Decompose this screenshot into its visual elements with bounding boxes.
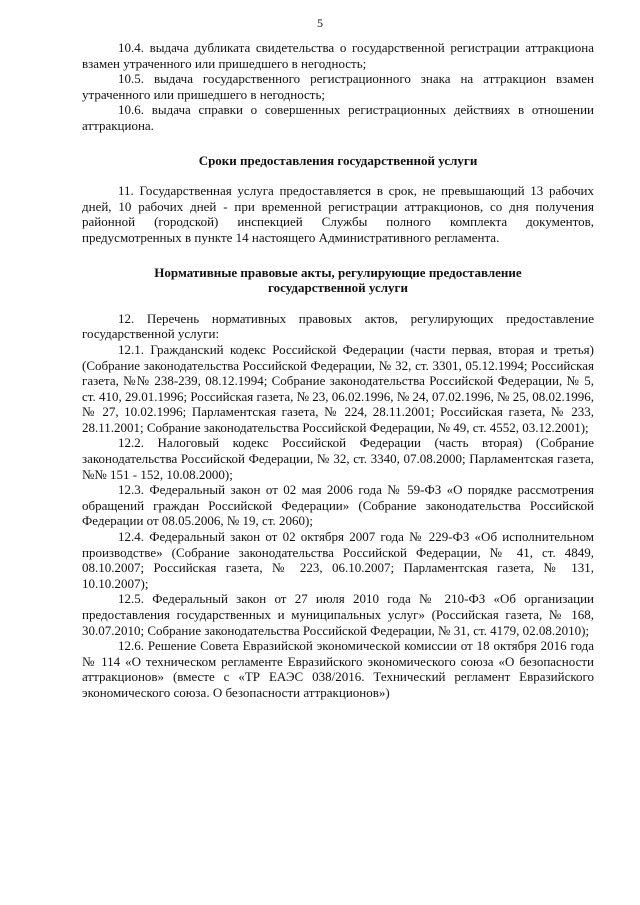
page-number: 5 (317, 16, 323, 30)
paragraph-10-4: 10.4. выдача дубликата свидетельства о государственной регистрации аттракциона взамен утраченного или пришедшего в негодность; (82, 40, 594, 71)
section-heading-acts-line1: Нормативные правовые акты, регулирующие предоставление (154, 264, 522, 280)
paragraph-12-3: 12.3. Федеральный закон от 02 мая 2006 года № 59-ФЗ «О порядке рассмотрения обращений граждан Российской Федерации» (Собрание законодательства Российской Федерации от 08.05.2006, № 19, ст. 2060); (82, 482, 594, 529)
paragraph-12-1: 12.1. Гражданский кодекс Российской Федерации (части первая, вторая и третья) (Собрание законодательства Российской Федерации, № 32, ст. 3301, 05.12.1994; Российская газета, №№ 238-239, 08.12.1994; Собрание законодательства Российской Федерации, № 5, ст. 410, 29.01.1996; Российская газета, № 23, 06.02.1996, № 24, 07.02.1996, № 25, 08.02.1996, № 27, 10.02.1996; Парламентская газета, № 224, 28.11.2001; Российская газета, № 233, 28.11.2001; Собрание законодательства Российской Федерации, № 49, ст. 4552, 03.12.2001); (82, 341, 594, 435)
section-heading-terms: Сроки предоставления государственной услуги (198, 152, 478, 168)
paragraph-10-6: 10.6. выдача справки о совершенных регистрационных действиях в отношении аттракциона. (82, 102, 594, 133)
paragraph-10-5: 10.5. выдача государственного регистрационного знака на аттракцион взамен утраченного или пришедшего в негодность; (82, 71, 594, 102)
document-body (82, 40, 594, 701)
section-heading-acts-line2: государственной услуги (268, 280, 408, 296)
paragraph-12-4: 12.4. Федеральный закон от 02 октября 2007 года № 229-ФЗ «Об исполнительном производстве» (Собрание законодательства Российской Федерации, № 41, ст. 4849, 08.10.2007; Российская газета, № 223, 06.10.2007; Парламентская газета, № 131, 10.10.2007); (82, 529, 594, 591)
paragraph-12-2: 12.2. Налоговый кодекс Российской Федерации (часть вторая) (Собрание законодательства Российской Федерации, № 32, ст. 3340, 07.08.2000; Парламентская газета, №№ 151 - 152, 10.08.2000); (82, 435, 594, 482)
paragraph-11: 11. Государственная услуга предоставляется в срок, не превышающий 13 рабочих дней, 10 рабочих дней - при временной регистрации аттракционов, со дня получения районной (городской) инспекцией Службы полного комплекта документов, предусмотренных в пункте 14 настоящего Административного регламента. (82, 183, 594, 245)
paragraph-12: 12. Перечень нормативных правовых актов, регулирующих предоставление государственной услуги: (82, 310, 594, 342)
paragraph-12-5: 12.5. Федеральный закон от 27 июля 2010 года № 210-ФЗ «Об организации предоставления государственных и муниципальных услуг» (Российская газета, № 168, 30.07.2010; Собрание законодательства Российской Федерации, № 31, ст. 4179, 02.08.2010); (82, 591, 594, 638)
paragraph-12-6: 12.6. Решение Совета Евразийской экономической комиссии от 18 октября 2016 года № 114 «О техническом регламенте Евразийского экономического союза «О безопасности аттракционов» (вместе с «ТР ЕАЭС 038/2016. Технический регламент Евразийского экономического союза. О безопасности аттракционов») (82, 638, 594, 700)
